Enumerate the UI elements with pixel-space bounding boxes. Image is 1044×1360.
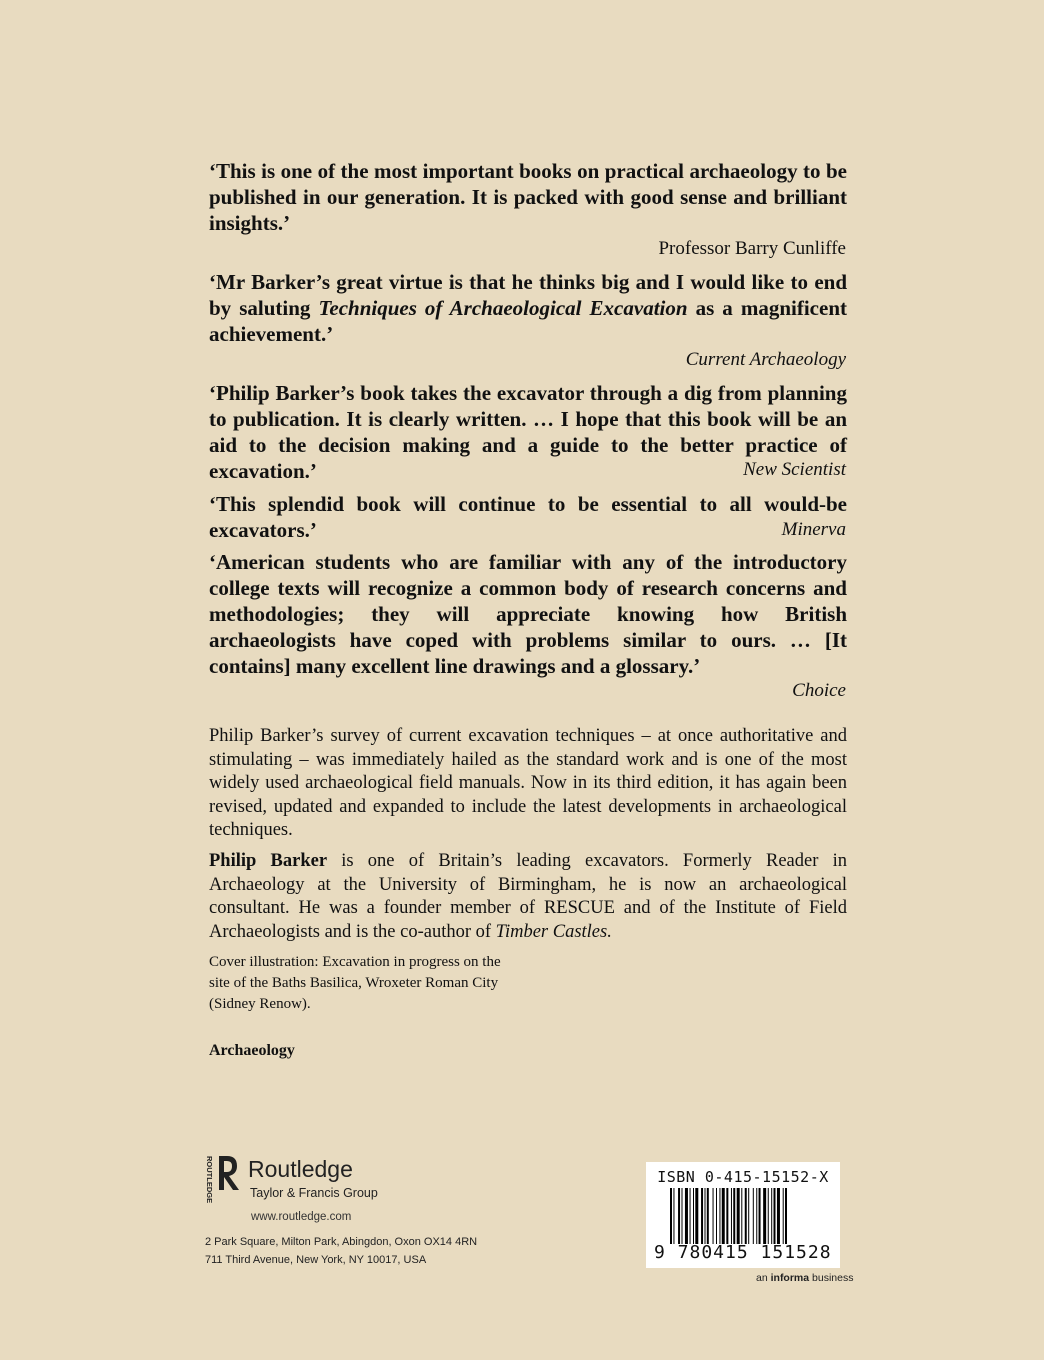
barcode-bar <box>719 1188 720 1244</box>
barcode-bar <box>731 1188 732 1244</box>
book-description: Philip Barker’s survey of current excavation techniques – at once authoritative and stimulating – was immediately hailed as the standard work and is one of the most widely used archaeological field manuals. Now in its third edition, it has again been revised, updated and expanded to include the latest developments in archaeological techniques. <box>209 726 847 840</box>
barcode-bar <box>670 1188 672 1244</box>
barcode <box>646 1162 840 1268</box>
barcode-bar <box>693 1188 694 1244</box>
barcode-bar <box>756 1188 757 1244</box>
barcode-bar <box>763 1188 766 1244</box>
review-quote: ‘This is one of the most important books on practical archaeology to be published in our generation. It is packed with good sense and brilliant insights.’ <box>209 159 847 235</box>
author-name: Philip Barker <box>209 851 328 871</box>
barcode-bar <box>785 1188 787 1244</box>
barcode-bars-icon <box>670 1188 818 1244</box>
barcode-bar <box>713 1188 714 1244</box>
review-source: Professor Barry Cunliffe <box>658 238 846 259</box>
author-bio-text: is one of Britain’s leading excavators. Formerly Reader in Archaeology at the University of Birmingham, he is now an archaeological consultant. He was a founder member of RESCUE and of the Institute of Field Archaeologists and is the co-author of <box>209 851 847 942</box>
barcode-bar <box>685 1188 688 1244</box>
barcode-bar <box>745 1188 747 1244</box>
barcode-bar <box>774 1188 776 1244</box>
review-quote: ‘American students who are familiar with any of the introductory college texts will recognize a common body of research concerns and methodologies; they will appreciate knowing how British archaeologists have coped with problems similar to ours. … [It contains] many excellent line drawings and a glossary.’ <box>209 550 847 678</box>
barcode-bar <box>733 1188 735 1244</box>
informa-suffix: business <box>809 1272 854 1284</box>
barcode-bar <box>753 1188 754 1244</box>
subject-category: Archaeology <box>209 1042 295 1059</box>
review-quote-text: ‘Mr Barker’s great virtue is that he thinks big and I would like to end by saluting <box>209 270 847 320</box>
barcode-bar <box>759 1188 761 1244</box>
barcode-bar <box>741 1188 742 1244</box>
review-source: Current Archaeology <box>685 349 846 370</box>
publisher-group: Taylor & Francis Group <box>250 1186 378 1200</box>
barcode-bar <box>737 1188 740 1244</box>
review-source: Choice <box>792 680 846 701</box>
review-quote: ‘This splendid book will continue to be essential to all would-be excavators.’ <box>209 492 847 542</box>
review-source: New Scientist <box>743 459 846 480</box>
barcode-bar <box>748 1188 749 1244</box>
isbn-number: ISBN 0-415-15152-X <box>657 1168 829 1186</box>
review-source: Minerva <box>781 519 846 540</box>
review-quote-text: as a magnificent achievement.’ <box>209 296 847 346</box>
barcode-bar <box>701 1188 703 1244</box>
publisher-name: Routledge <box>248 1156 353 1182</box>
barcode-bar <box>716 1188 717 1244</box>
barcode-bar <box>722 1188 725 1244</box>
barcode-bar <box>783 1188 784 1244</box>
review-quote <box>209 269 847 347</box>
informa-prefix: an <box>756 1272 771 1284</box>
author-book-title: Timber Castles. <box>495 921 612 942</box>
barcode-bar <box>678 1188 680 1244</box>
informa-business-tagline <box>756 1272 853 1284</box>
barcode-bar <box>771 1188 772 1244</box>
publisher-website[interactable]: www.routledge.com <box>251 1211 352 1223</box>
routledge-logo-icon <box>205 1152 249 1208</box>
publisher-address-uk: 2 Park Square, Milton Park, Abingdon, Oxon OX14 4RN <box>205 1236 478 1248</box>
barcode-bar <box>682 1188 683 1244</box>
barcode-bar <box>726 1188 728 1244</box>
ean-number: 9 780415 151528 <box>654 1242 832 1263</box>
barcode-bar <box>777 1188 780 1244</box>
barcode-bar <box>705 1188 706 1244</box>
barcode-bar <box>673 1188 674 1244</box>
barcode-bar <box>707 1188 709 1244</box>
review-quote: ‘Philip Barker’s book takes the excavator through a dig from planning to publication. It is clearly written. … I hope that this book will be an aid to the decision making and a guide to the better practice of excavation.’ <box>209 381 847 483</box>
barcode-bar <box>768 1188 769 1244</box>
barcode-bar <box>690 1188 691 1244</box>
cover-illustration-credit: Cover illustration: Excavation in progress on the site of the Baths Basilica, Wroxeter Roman City (Sidney Renow). <box>209 954 501 1012</box>
book-title: Techniques of Archaeological Excavation <box>318 296 688 320</box>
publisher-address-us: 711 Third Avenue, New York, NY 10017, USA <box>205 1254 427 1266</box>
logo-vertical-text: ROUTLEDGE <box>205 1156 214 1204</box>
barcode-bar <box>695 1188 698 1244</box>
author-bio <box>209 850 847 944</box>
informa-brand: informa <box>770 1272 810 1284</box>
